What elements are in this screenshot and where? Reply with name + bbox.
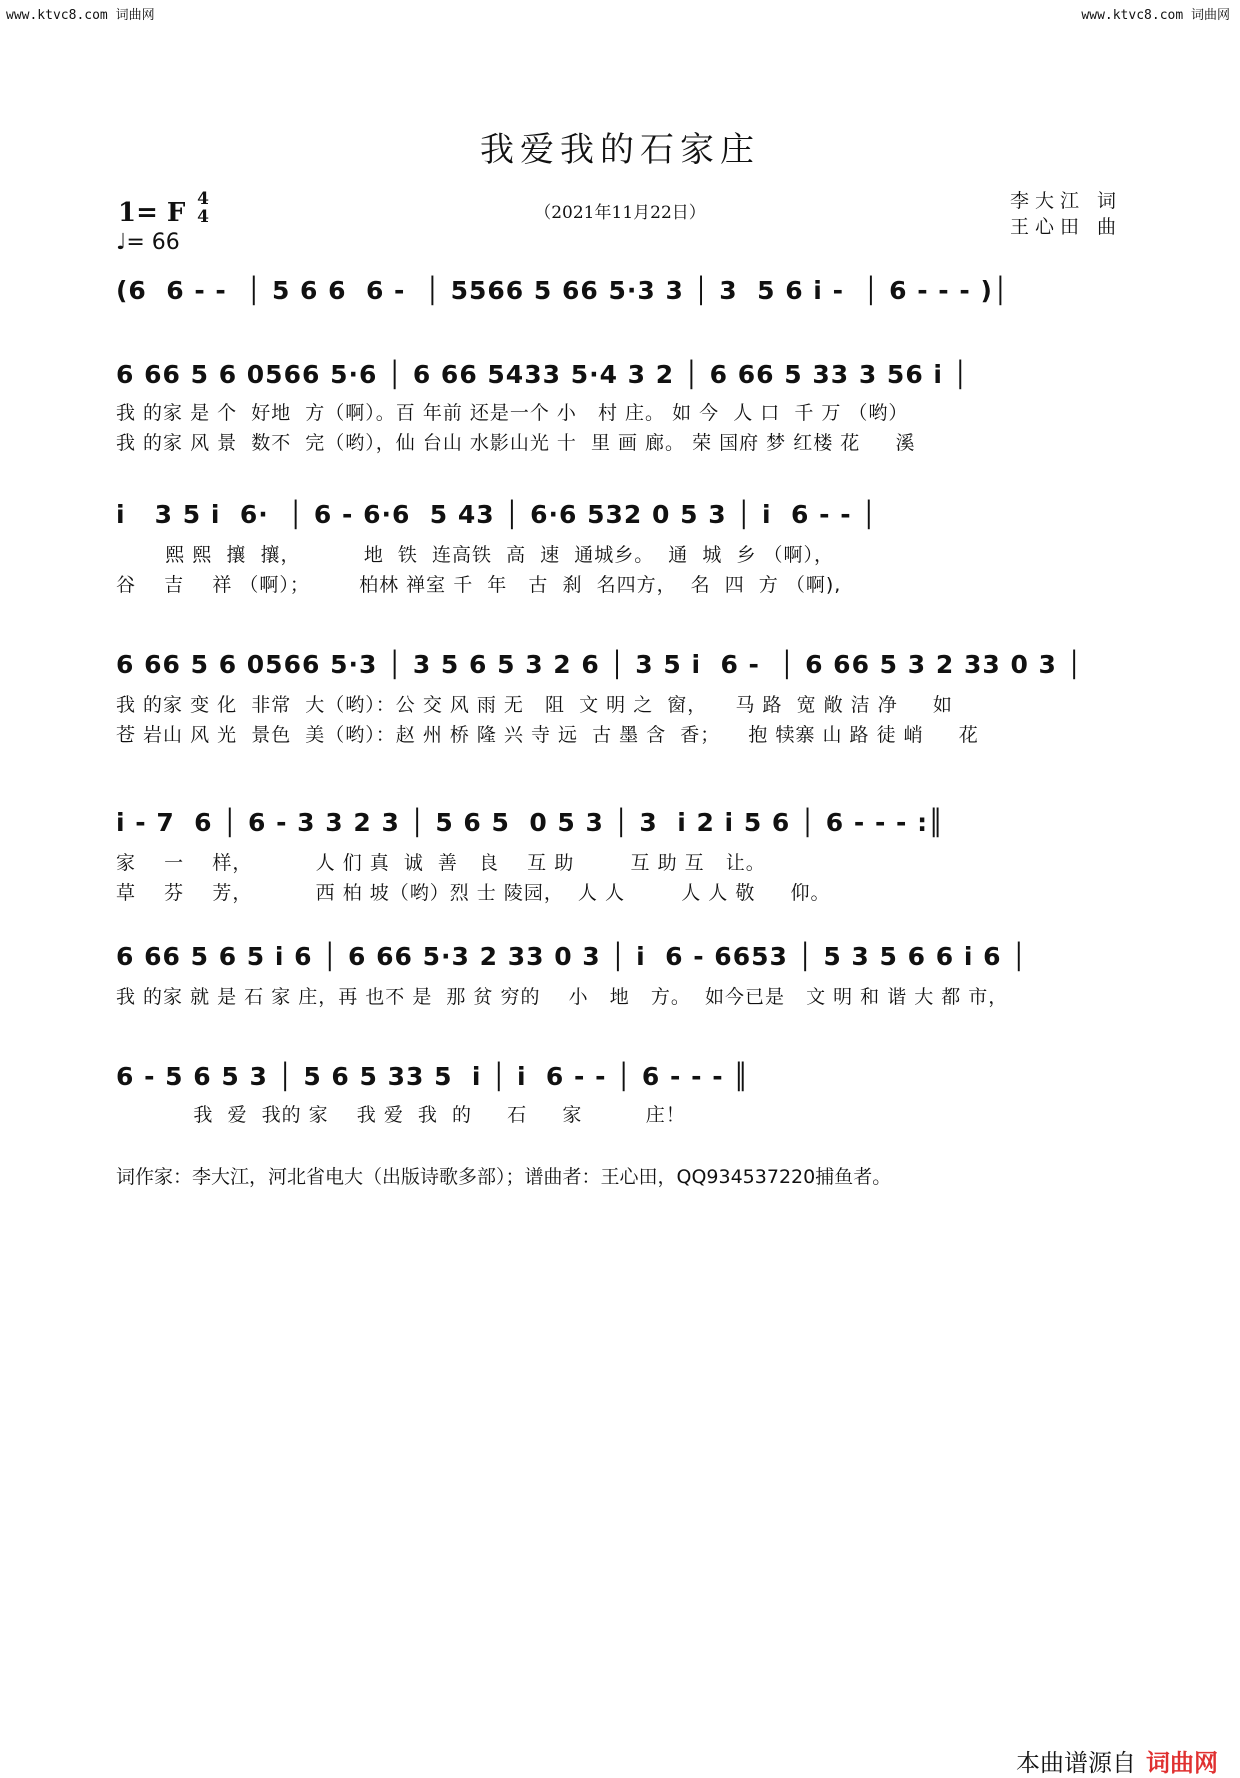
notation-line: 6 - 5 6 5 3 │ 5 6 5 33 5 i │ i 6 - - │ 6 - - - ║ <box>116 1062 750 1091</box>
lyricist-credit: 李大江 词 <box>1009 190 1122 212</box>
notation-line: (6 6 - - │ 5 6 6 6 - │ 5566 5 66 5·3 3 │ 3 5 6 i - │ 6 - - - )│ <box>116 276 1009 305</box>
notation-line: 6 66 5 6 0566 5·3 │ 3 5 6 5 3 2 6 │ 3 5 i 6 - │ 6 66 5 3 2 33 0 3 │ <box>116 650 1083 679</box>
lyric-line: 我 的家 风 景 数不 完（哟），仙 台山 水影山光 十 里 画 廊。 荣 国府 梦 红楼 花 溪 <box>116 432 916 454</box>
credits-footer: 词作家：李大江，河北省电大（出版诗歌多部）；谱曲者：王心田，QQ934537220捕鱼者。 <box>116 1166 892 1188</box>
key-signature: 1= F <box>118 198 186 228</box>
lyric-line: 谷 吉 祥 （啊）； 柏林 禅室 千 年 古 刹 名四方， 名 四 方 （啊), <box>116 574 842 596</box>
notation-line: 6 66 5 6 5 i 6 │ 6 66 5·3 2 33 0 3 │ i 6 - 6653 │ 5 3 5 6 6 i 6 │ <box>116 942 1028 971</box>
lyric-line: 熙 熙 攘 攘， 地 铁 连高铁 高 速 通城乡。 通 城 乡 （啊）， <box>116 544 835 566</box>
tempo-marking: ♩= 66 <box>116 230 180 255</box>
composer-credit: 王心田 曲 <box>1009 216 1122 238</box>
site-header-right: www.ktvc8.com 词曲网 <box>1081 8 1230 23</box>
site-header-left: www.ktvc8.com 词曲网 <box>6 8 155 23</box>
watermark-text: 本曲谱源自 <box>1016 1749 1136 1777</box>
time-signature <box>192 190 214 226</box>
notation-line: i - 7 6 │ 6 - 3 3 2 3 │ 5 6 5 0 5 3 │ 3 i 2 i 5 6 │ 6 - - - :║ <box>116 808 945 837</box>
time-signature-top: 4 <box>197 189 209 209</box>
notation-line: i 3 5 i 6· │ 6 - 6·6 5 43 │ 6·6 532 0 5 3 │ i 6 - - │ <box>116 500 878 529</box>
time-signature-bottom: 4 <box>197 207 209 227</box>
source-watermark <box>1001 1715 1218 1778</box>
lyric-line: 我 的家 变 化 非常 大（哟）：公 交 风 雨 无 阻 文 明 之 窗， 马 路 宽 敞 洁 净 如 <box>116 694 953 716</box>
lyric-line: 我 爱 我的 家 我 爱 我 的 石 家 庄！ <box>116 1104 686 1126</box>
lyric-line: 我 的家 是 个 好地 方（啊）。百 年前 还是一个 小 村 庄。 如 今 人 口 千 万 （哟） <box>116 402 909 424</box>
notation-line: 6 66 5 6 0566 5·6 │ 6 66 5433 5·4 3 2 │ 6 66 5 33 3 56 i │ <box>116 360 969 389</box>
lyric-line: 草 芬 芳， 西 柏 坡（哟）烈 士 陵园， 人 人 人 人 敬 仰。 <box>116 882 831 904</box>
song-title: 我爱我的石家庄 <box>480 130 760 170</box>
watermark-brand: 词曲网 <box>1146 1749 1218 1777</box>
lyric-line: 家 一 样， 人 们 真 诚 善 良 互 助 互 助 互 让。 <box>116 852 766 874</box>
lyric-line: 苍 岩山 风 光 景色 美（哟）：赵 州 桥 隆 兴 寺 远 古 墨 含 香； 抱 犊寨 山 路 徒 峭 花 <box>116 724 979 746</box>
song-date: （2021年11月22日） <box>534 203 706 223</box>
lyric-line: 我 的家 就 是 石 家 庄，再 也不 是 那 贫 穷的 小 地 方。 如今已是 文 明 和 谐 大 都 市， <box>116 986 1009 1008</box>
